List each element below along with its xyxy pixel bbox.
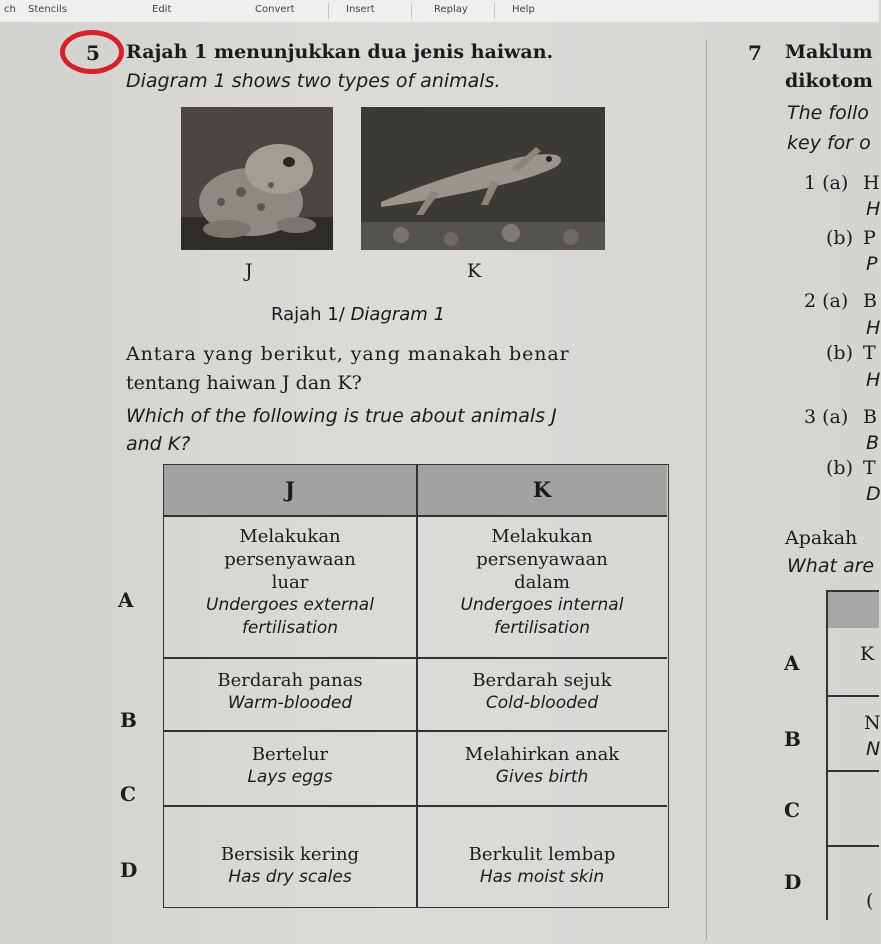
cell-text: Melakukan [491,526,593,547]
table-header-j: J [164,465,416,515]
q7-table-border [826,590,828,920]
q7-line3: The follo [787,102,869,124]
option-c-label[interactable]: C [120,782,136,806]
key-1b-ms: P [863,227,876,249]
q7-option-b[interactable]: B [784,727,801,751]
cell-text: Has moist skin [479,867,605,887]
q7-option-d[interactable]: D [784,870,802,894]
key-1a-ms: H [863,172,880,194]
key-2a-label: 2 (a) [804,290,849,312]
table-row-c-j [164,743,416,789]
q7-ask-ms: Apakah [785,527,858,549]
toolbar-item-help[interactable]: Help [512,4,535,15]
cell-text: luar [271,572,309,593]
cell-text: fertilisation [493,618,591,638]
q7-cell-b2: N [866,738,881,760]
table-row-d-k [417,843,667,889]
toolbar-item-replay[interactable]: Replay [434,4,468,15]
q7-line1: Maklum [785,41,873,63]
toolbar-item-edit[interactable]: Edit [152,4,172,15]
photo-label-k: K [467,260,482,282]
app-toolbar [0,0,879,23]
cell-text: persenyawaan [476,549,608,570]
toolbar-item-stencils[interactable]: Stencils [28,4,68,15]
cell-text: persenyawaan [224,549,356,570]
cell-text: Bersisik kering [220,844,360,865]
table-row-b-j [164,669,416,715]
cell-text: Melahirkan anak [464,744,620,765]
prompt-ms-line2: tentang haiwan J dan K? [126,372,362,394]
caption-en: Diagram 1 [350,304,446,325]
table-row-b-k [417,669,667,715]
cell-text: Undergoes external [206,595,374,615]
toolbar-item-ch[interactable]: ch [4,4,16,15]
cell-text: Berdarah panas [217,670,363,691]
cell-text: Berkulit lembap [468,844,616,865]
cell-text: dalam [514,572,570,593]
table-row-a-j [164,525,416,640]
cell-text: Bertelur [251,744,329,765]
cell-text: Has dry scales [228,867,352,887]
photo-label-j: J [245,260,253,282]
cell-text: Melakukan [239,526,341,547]
question-title-en: Diagram 1 shows two types of animals. [126,70,501,92]
key-1b-en: P [866,253,878,275]
cell-text: Undergoes internal [460,595,624,615]
question-number: 5 [86,41,100,65]
diagram-caption [271,304,445,325]
caption-ms: Rajah 1/ [271,304,345,325]
q7-cell-d: ( [866,890,874,912]
key-2a-en: H [866,317,881,339]
q7-cell-b1: N [864,712,881,734]
cell-text: fertilisation [241,618,339,638]
option-d-label[interactable]: D [120,858,138,882]
key-1a-label: 1 (a) [804,172,849,194]
column-divider [706,40,707,940]
q7-option-c[interactable]: C [784,798,800,822]
prompt-en-line2: and K? [126,433,191,455]
answer-table [163,464,669,908]
photo-animal-k [361,107,605,250]
key-3a-ms: B [863,406,877,428]
table-header-k: K [417,465,667,515]
key-3a-en: B [866,432,880,454]
q7-ask-en: What are [787,555,875,577]
q7-line2: dikotom [785,70,873,92]
key-2b-label: (b) [826,342,853,364]
option-b-label[interactable]: B [120,708,137,732]
photo-animal-j [181,107,333,250]
cell-text: Warm-blooded [227,693,353,713]
toolbar-item-insert[interactable]: Insert [346,4,375,15]
key-2b-ms: T [863,342,876,364]
cell-text: Berdarah sejuk [472,670,612,691]
table-row-a-k [417,525,667,640]
key-1a-en: H [866,198,881,220]
prompt-ms-line1: Antara yang berikut, yang manakah benar [126,343,570,365]
cell-text: Gives birth [495,767,589,787]
key-1b-label: (b) [826,227,853,249]
key-2b-en: H [866,369,881,391]
key-3a-label: 3 (a) [804,406,849,428]
option-a-label[interactable]: A [118,588,134,612]
cell-text: Cold-blooded [485,693,599,713]
q7-option-a[interactable]: A [784,651,800,675]
question-7-number: 7 [748,41,762,65]
prompt-en-line1: Which of the following is true about animals J [126,405,557,427]
table-row-d-j [164,843,416,889]
q7-cell-a: K [860,643,875,665]
key-3b-en: D [866,483,881,505]
q7-line4: key for o [787,132,871,154]
q7-table-header [826,590,879,628]
toolbar-item-convert[interactable]: Convert [255,4,295,15]
cell-text: Lays eggs [247,767,333,787]
key-3b-label: (b) [826,457,853,479]
question-title-ms: Rajah 1 menunjukkan dua jenis haiwan. [126,41,554,63]
key-2a-ms: B [863,290,877,312]
table-row-c-k [417,743,667,789]
key-3b-ms: T [863,457,876,479]
